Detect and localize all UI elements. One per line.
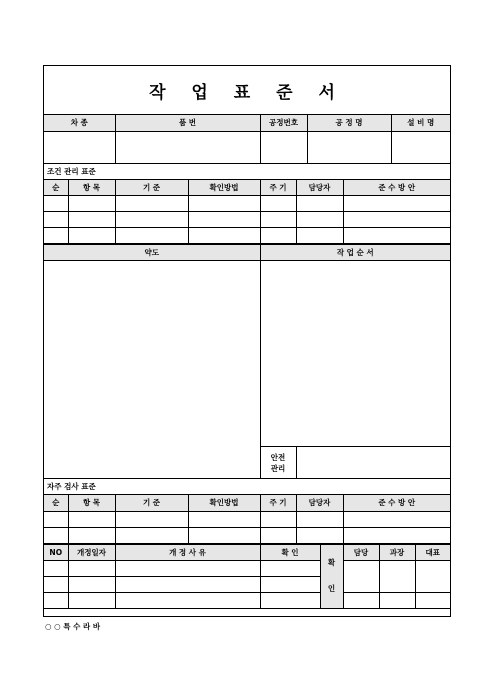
header-info-table <box>44 115 450 164</box>
approver-ceo: 대표 <box>415 544 450 560</box>
table-row[interactable] <box>44 592 450 608</box>
safety-field[interactable] <box>296 447 450 479</box>
table-row[interactable] <box>44 228 450 244</box>
vehicle-header: 차 종 <box>44 115 115 131</box>
rev-col-reason: 개 정 사 유 <box>115 544 260 560</box>
document-title: 작 업 표 준 서 <box>44 66 450 115</box>
process-no-header: 공정번호 <box>260 115 307 131</box>
drawing-table <box>44 244 450 479</box>
table-row[interactable] <box>44 511 450 527</box>
sketch-header: 약도 <box>44 245 260 261</box>
insp-col-compliance: 준 수 방 안 <box>343 495 450 511</box>
sign-ceo[interactable] <box>415 560 450 592</box>
approver-manager: 과장 <box>379 544 415 560</box>
cond-col-compliance: 준 수 방 안 <box>343 180 450 196</box>
table-row[interactable] <box>44 527 450 543</box>
part-no-header: 품 번 <box>115 115 260 131</box>
cond-col-method: 확인방법 <box>188 180 260 196</box>
insp-col-no: 순 <box>44 495 68 511</box>
process-name-header: 공 정 명 <box>307 115 391 131</box>
insp-col-owner: 담당자 <box>296 495 343 511</box>
process-name-field[interactable] <box>307 131 391 163</box>
insp-col-standard: 기 준 <box>115 495 188 511</box>
table-row[interactable] <box>44 212 450 228</box>
insp-col-method: 확인방법 <box>188 495 260 511</box>
part-no-field[interactable] <box>115 131 260 163</box>
revision-table <box>44 544 450 609</box>
work-standard-form <box>43 65 451 617</box>
rev-col-confirm: 확 인 <box>260 544 320 560</box>
sketch-area[interactable] <box>44 261 260 479</box>
sequence-area[interactable] <box>260 261 450 447</box>
insp-col-cycle: 주 기 <box>260 495 296 511</box>
equipment-header: 설 비 명 <box>391 115 450 131</box>
cond-col-cycle: 주 기 <box>260 180 296 196</box>
cond-col-owner: 담당자 <box>296 180 343 196</box>
equipment-field[interactable] <box>391 131 450 163</box>
inspection-table <box>44 495 450 544</box>
sequence-header: 작 업 순 서 <box>260 245 450 261</box>
safety-label: 안전 관리 <box>260 447 296 479</box>
cond-col-standard: 기 준 <box>115 180 188 196</box>
company-name: ○ ○ 특 수 라 바 <box>45 622 101 631</box>
vehicle-field[interactable] <box>44 131 115 163</box>
rev-col-no: NO <box>44 544 68 560</box>
insp-col-item: 항 목 <box>68 495 115 511</box>
table-row[interactable] <box>44 196 450 212</box>
condition-section-title: 조건 관리 표준 <box>44 164 450 180</box>
condition-table <box>44 180 450 245</box>
cond-col-item: 항 목 <box>68 180 115 196</box>
inspection-section-title: 자주 검사 표준 <box>44 479 450 495</box>
approval-label: 확 인 <box>320 544 343 608</box>
sign-manager[interactable] <box>379 560 415 592</box>
approver-staff: 담당 <box>343 544 379 560</box>
sign-staff[interactable] <box>343 560 379 592</box>
table-row[interactable] <box>44 560 450 576</box>
process-no-field[interactable] <box>260 131 307 163</box>
cond-col-no: 순 <box>44 180 68 196</box>
rev-col-date: 개정일자 <box>68 544 115 560</box>
